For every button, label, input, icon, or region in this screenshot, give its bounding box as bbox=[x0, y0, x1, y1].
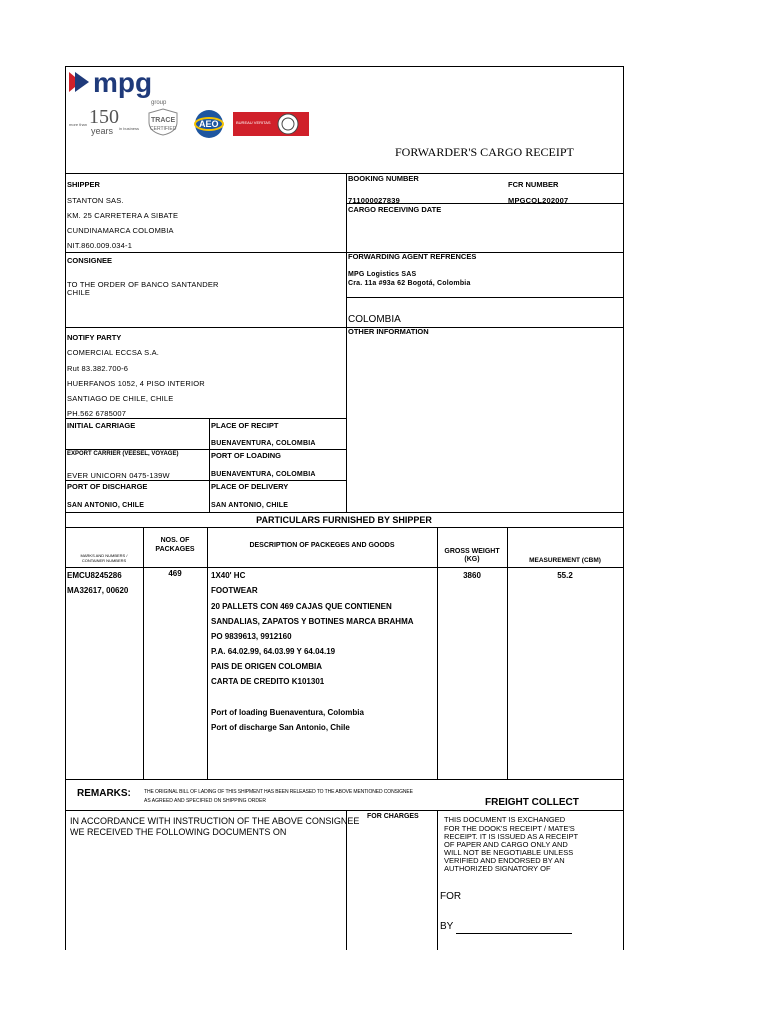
notify-party-label: NOTIFY PARTY bbox=[67, 333, 122, 342]
consignee-line2: CHILE bbox=[67, 288, 91, 297]
particulars-top-line bbox=[65, 512, 623, 513]
notify-top-line bbox=[65, 327, 623, 328]
description-line-8: CARTA DE CREDITO K101301 bbox=[211, 677, 325, 686]
description-line-11: Port of discharge San Antonio, Chile bbox=[211, 723, 350, 732]
footer-divider-2 bbox=[437, 810, 438, 950]
col-measurement-header: MEASUREMENT (CBM) bbox=[529, 557, 601, 564]
remarks-line-1: THE ORIGINAL BILL OF LADING OF THIS SHIPMENT HAS BEEN RELEASED TO THE ABOVE MENTIONED CONSIGNEE bbox=[144, 789, 413, 795]
transport-line-3 bbox=[65, 480, 346, 481]
consignee-top-line bbox=[65, 252, 623, 253]
notice-line-4: OF PAPER AND CARGO ONLY AND bbox=[444, 840, 568, 849]
cargo-date-top-line bbox=[346, 203, 623, 204]
consignee-line1: TO THE ORDER OF BANCO SANTANDER bbox=[67, 280, 219, 289]
shipper-nit: NIT.860.009.034-1 bbox=[67, 241, 133, 250]
description-line-5: PO 9839613, 9912160 bbox=[211, 632, 292, 641]
notice-line-2: FOR THE DOOK'S RECEIPT / MATE'S bbox=[444, 824, 575, 833]
forwarding-agent-country: COLOMBIA bbox=[348, 314, 401, 325]
trace-line2: CERTIFIED bbox=[150, 126, 177, 132]
notice-line-6: VERIFIED AND ENDORSED BY AN bbox=[444, 856, 565, 865]
consignee-label: CONSIGNEE bbox=[67, 256, 113, 265]
description-line-10: Port of loading Buenaventura, Colombia bbox=[211, 708, 364, 717]
bureau-veritas-badge bbox=[233, 112, 309, 136]
particulars-header-line bbox=[65, 527, 623, 528]
description-line-4: SANDALIAS, ZAPATOS Y BOTINES MARCA BRAHMA bbox=[211, 617, 414, 626]
country-top-line bbox=[346, 297, 623, 298]
port-of-discharge-value: SAN ANTONIO, CHILE bbox=[67, 502, 145, 509]
initial-carriage-label: INITIAL CARRIAGE bbox=[67, 421, 136, 430]
marks-line-2: MA32617, 00620 bbox=[67, 586, 129, 595]
place-of-receipt-value: BUENAVENTURA, COLOMBIA bbox=[211, 440, 316, 447]
col-divider-3 bbox=[437, 527, 438, 779]
trace-badge bbox=[145, 108, 181, 136]
particulars-body-line bbox=[65, 567, 623, 568]
weight-value: 3860 bbox=[463, 571, 481, 580]
col-description-header: DESCRIPTION OF PACKEGES AND GOODS bbox=[249, 542, 395, 549]
center-divider bbox=[346, 173, 347, 512]
marks-line-1: EMCU8245286 bbox=[67, 571, 122, 580]
notice-line-7: AUTHORIZED SIGNATORY OF bbox=[444, 864, 551, 873]
col-packages-header-2: PACKAGES bbox=[155, 546, 195, 553]
fcr-value: MPGCOL202007 bbox=[508, 196, 569, 205]
frame-left bbox=[65, 66, 66, 950]
col-weight-header-1: GROSS WEIGHT bbox=[444, 548, 500, 555]
shipper-address1: KM. 25 CARRETERA A SIBATE bbox=[67, 211, 179, 220]
by-label: BY bbox=[440, 921, 454, 932]
place-of-delivery-value: SAN ANTONIO, CHILE bbox=[211, 502, 289, 509]
notice-line-3: RECEIPT. IT IS ISSUED AS A RECEIPT bbox=[444, 832, 579, 841]
place-of-receipt-label: PLACE OF RECIPT bbox=[211, 421, 279, 430]
notify-party-rut: Rut 83.382.700-6 bbox=[67, 364, 129, 373]
booking-value: 711000027839 bbox=[348, 196, 401, 205]
other-information-label: OTHER INFORMATION bbox=[348, 327, 429, 336]
description-line-6: P.A. 64.02.99, 64.03.99 Y 64.04.19 bbox=[211, 647, 336, 656]
remarks-line-2: AS AGREED AND SPECIFIED ON SHIPPING ORDER bbox=[144, 798, 266, 804]
freight-collect: FREIGHT COLLECT bbox=[485, 797, 579, 808]
logo-brand: mpg bbox=[93, 68, 153, 98]
port-of-loading-label: PORT OF LOADING bbox=[211, 451, 281, 460]
forwarding-agent-address: Cra. 11a #93a 62 Bogotá, Colombia bbox=[348, 280, 471, 287]
for-label: FOR bbox=[440, 891, 462, 902]
measurement-value: 55.2 bbox=[557, 571, 573, 580]
frame-top bbox=[65, 66, 623, 67]
export-carrier-value: EVER UNICORN 0475-139W bbox=[67, 471, 170, 480]
notify-party-address2: SANTIAGO DE CHILE, CHILE bbox=[67, 394, 174, 403]
transport-line-2 bbox=[65, 449, 346, 450]
signature-line[interactable] bbox=[456, 933, 572, 934]
trace-line1: TRACE bbox=[151, 117, 176, 124]
aeo-text: AEO bbox=[199, 119, 219, 129]
anniversary-prefix: more than bbox=[69, 122, 88, 127]
particulars-title: PARTICULARS FURNISHED BY SHIPPER bbox=[256, 515, 432, 525]
description-line-2: FOOTWEAR bbox=[211, 586, 258, 595]
description-line-3: 20 PALLETS CON 469 CAJAS QUE CONTIENEN bbox=[211, 602, 392, 611]
notice-line-1: THIS DOCUMENT IS EXCHANGED bbox=[444, 815, 566, 824]
remarks-label: REMARKS: bbox=[77, 788, 131, 799]
col-divider-1 bbox=[143, 527, 144, 779]
bureau-veritas-seal-icon bbox=[277, 113, 299, 135]
port-of-loading-value: BUENAVENTURA, COLOMBIA bbox=[211, 471, 316, 478]
anniversary-suffix: in business bbox=[119, 126, 140, 131]
notify-party-address1: HUERFANOS 1052, 4 PISO INTERIOR bbox=[67, 379, 205, 388]
instruction-line-1: IN ACCORDANCE WITH INSTRUCTION OF THE ABOVE CONSIGNEE bbox=[70, 816, 360, 826]
for-charges-label: FOR CHARGES bbox=[367, 813, 419, 820]
shipper-address2: CUNDINAMARCA COLOMBIA bbox=[67, 226, 174, 235]
forwarding-agent-name: MPG Logistics SAS bbox=[348, 271, 417, 278]
remarks-top-line bbox=[65, 779, 623, 780]
fcr-label: FCR NUMBER bbox=[508, 180, 559, 189]
instruction-line-2: WE RECEIVED THE FOLLOWING DOCUMENTS ON bbox=[70, 827, 287, 837]
notify-party-phone: PH.562 6785007 bbox=[67, 409, 127, 418]
transport-mid-divider bbox=[209, 418, 210, 512]
col-divider-4 bbox=[507, 527, 508, 779]
header-divider bbox=[65, 173, 623, 174]
notice-line-5: WILL NOT BE NEGOTIABLE UNLESS bbox=[444, 848, 574, 857]
logo-area bbox=[67, 68, 337, 148]
logo-subtext: group bbox=[151, 100, 167, 106]
shipper-name: STANTON SAS. bbox=[67, 196, 124, 205]
anniversary-badge bbox=[69, 108, 145, 138]
packages-value: 469 bbox=[168, 569, 182, 578]
cargo-receiving-date-label: CARGO RECEIVING DATE bbox=[348, 205, 442, 214]
aeo-badge bbox=[191, 108, 227, 140]
port-of-discharge-label: PORT OF DISCHARGE bbox=[67, 482, 148, 491]
bureau-veritas-text: BUREAU VERITAS bbox=[236, 120, 271, 125]
forwarding-agent-label: FORWARDING AGENT REFRENCES bbox=[348, 252, 477, 261]
col-marks-header-2: CONTAINER NUMBERS bbox=[81, 558, 127, 563]
col-packages-header-1: NOS. OF bbox=[160, 537, 190, 544]
col-marks-header-1: MARKS AND NUMBERS / bbox=[80, 553, 128, 558]
anniversary-word: years bbox=[91, 126, 114, 136]
footer-divider-1 bbox=[346, 810, 347, 950]
anniversary-number: 150 bbox=[89, 106, 119, 128]
booking-label: BOOKING NUMBER bbox=[348, 174, 419, 183]
description-line-7: PAIS DE ORIGEN COLOMBIA bbox=[211, 662, 322, 671]
description-line-1: 1X40' HC bbox=[211, 571, 246, 580]
place-of-delivery-label: PLACE OF DELIVERY bbox=[211, 482, 289, 491]
col-divider-2 bbox=[207, 527, 208, 779]
notify-party-name: COMERCIAL ECCSA S.A. bbox=[67, 348, 160, 357]
transport-line-1 bbox=[65, 418, 346, 419]
col-weight-header-2: (KG) bbox=[464, 556, 480, 563]
export-carrier-label: EXPORT CARRIER (VEESEL, VOYAGE) bbox=[67, 451, 179, 457]
footer-top-line bbox=[65, 810, 623, 811]
document-title: FORWARDER'S CARGO RECEIPT bbox=[395, 145, 574, 159]
frame-right bbox=[623, 66, 624, 950]
shipper-label: SHIPPER bbox=[67, 180, 100, 189]
